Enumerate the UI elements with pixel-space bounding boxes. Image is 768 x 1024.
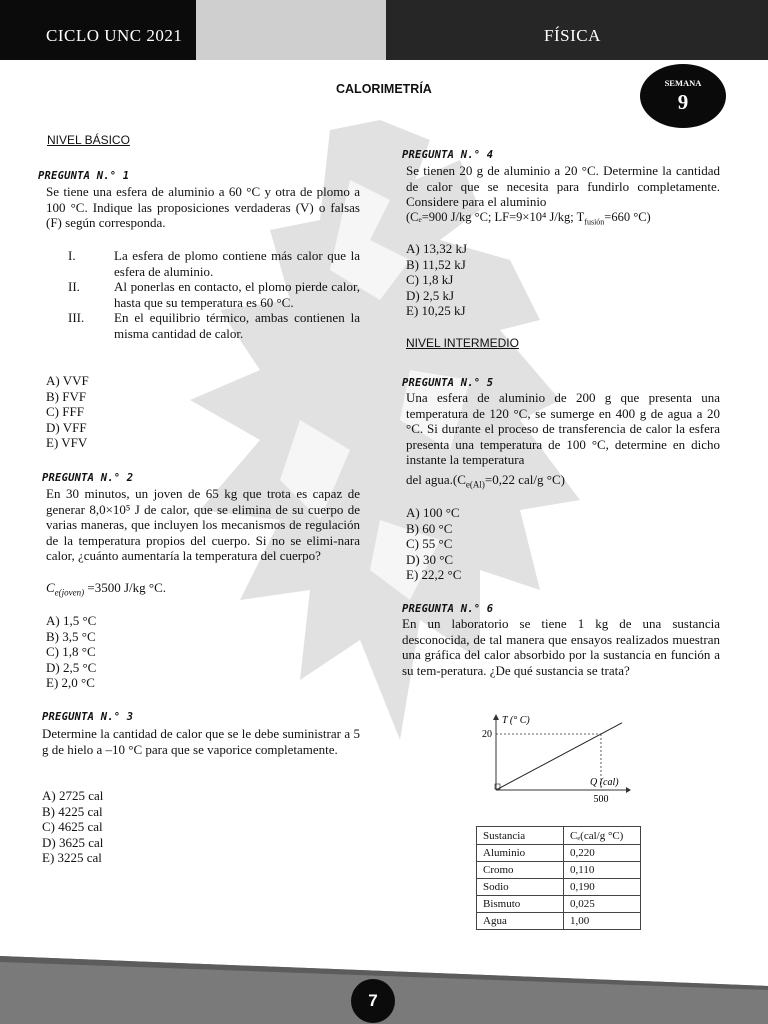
page-header (0, 0, 768, 60)
week-label: SEMANA (664, 78, 702, 88)
table-row (477, 879, 641, 896)
option: A) 100 °C (406, 505, 460, 520)
option: D) 30 °C (406, 551, 454, 567)
week-badge (640, 64, 726, 128)
week-number: 9 (677, 90, 689, 114)
option: E) 3225 cal (42, 850, 102, 866)
option: E) 10,25 kJ (406, 303, 466, 319)
table-cell: 1,00 (564, 913, 641, 930)
table-cell: 0,025 (564, 896, 641, 913)
option: A) VVF (46, 373, 89, 388)
x-axis-label: Q (cal) (590, 777, 619, 788)
option: E) 22,2 °C (406, 567, 462, 583)
table-row (477, 862, 641, 879)
table-header-row (477, 827, 641, 845)
q6-text: En un laboratorio se tiene 1 kg de una sustancia desconocida, de tal manera que ensayos realizados muestran una gráfica del calor absorbido por la sustancia en función a su tem-peratura. ¿De qué sustancia se trata? (402, 616, 720, 678)
page-title: CALORIMETRÍA (336, 82, 432, 96)
q5-text: Una esfera de aluminio de 200 g que presenta una temperatura de 120 °C, se sumerge en 400 g de agua a 20 °C. Si durante el proceso de transferencia de calor la esfera presenta una temperatura de 100 °C, determine en dicho instante la temperatura (406, 390, 720, 468)
level-intermediate: NIVEL INTERMEDIO (406, 336, 519, 350)
q5-options (406, 505, 461, 583)
header-cycle: CICLO UNC 2021 (46, 26, 183, 45)
q1-title: PREGUNTA N.° 1 (38, 170, 130, 182)
q4-options (406, 241, 467, 319)
page-number: 7 (351, 979, 395, 1023)
option: B) 60 °C (406, 520, 453, 536)
option: A) 13,32 kJ (406, 241, 468, 256)
q2-options (46, 613, 96, 691)
option: D) 2,5 kJ (406, 287, 455, 303)
q1-statement: II. Al ponerlas en contacto, el plomo pierde calor, hasta que su temperatura es 60 °C. (68, 279, 360, 310)
table-cell: Aluminio (477, 845, 564, 862)
option: B) 11,52 kJ (406, 256, 466, 272)
option: C) 55 °C (406, 536, 453, 552)
q2-title: PREGUNTA N.° 2 (42, 472, 134, 484)
table-cell: Cromo (477, 862, 564, 879)
table-row (477, 845, 641, 862)
option: D) 2,5 °C (46, 659, 97, 675)
header-middle-band (196, 0, 386, 60)
table-row (477, 896, 641, 913)
q2-text: En 30 minutos, un joven de 65 kg que trota es capaz de generar 8,0×10⁵ J de calor, que se elimina de su cuerpo de varias maneras, que incluyen los mecanismos de regulación de la temperatura propios del cuerpo. Si no se elimi-nara calor, ¿cuánto aumentaría la temperatura del cuerpo? (46, 486, 360, 564)
table-cell: 0,220 (564, 845, 641, 862)
q5-tail: del $agua.(C_{e(Al)}=0,22$ cal/g °C) (406, 472, 565, 490)
x-axis-arrow-icon (626, 787, 631, 793)
q3-title: PREGUNTA N.° 3 (42, 711, 134, 723)
specific-heat-table (476, 826, 641, 930)
y-tick-label: 20 (482, 729, 492, 740)
option: C) FFF (46, 404, 84, 420)
option: A) 2725 cal (42, 788, 104, 803)
option: C) 1,8 °C (46, 644, 96, 660)
table-cell: 0,110 (564, 862, 641, 879)
q6-title: PREGUNTA N.° 6 (402, 603, 494, 615)
table-cell: 0,190 (564, 879, 641, 896)
table-header-cell: Cₑ(cal/g °C) (564, 827, 641, 845)
q1-text: Se tiene una esfera de aluminio a 60 °C y otra de plomo a 100 °C. Indique las proposiciones verdaderas (V) o falsas (F) según corresponda. (46, 184, 360, 231)
option: B) 3,5 °C (46, 628, 96, 644)
table-cell: Bismuto (477, 896, 564, 913)
x-tick-label: 500 (593, 794, 609, 805)
q4-text: Se tienen 20 g de aluminio a 20 °C. Determine la cantidad de calor que se necesita para fundirlo completamente. Considere para el aluminio (406, 163, 720, 210)
q3-text: Determine la cantidad de calor que se le debe suministrar a 5 g de hielo a –10 °C para que se vaporice completamente. (42, 726, 360, 757)
temperature-heat-chart (476, 712, 646, 812)
table-cell: Agua (477, 913, 564, 930)
option: B) 4225 cal (42, 803, 103, 819)
table-header-cell: Sustancia (477, 827, 564, 845)
option: C) 4625 cal (42, 819, 103, 835)
header-subject: FÍSICA (544, 26, 601, 45)
option: B) FVF (46, 388, 87, 404)
q3-options (42, 788, 103, 866)
option: C) 1,8 kJ (406, 272, 454, 288)
option: E) VFV (46, 435, 88, 451)
q4-data: (Cₑ=900 J/kg °C; LF=9×10⁴ J/kg; $T_{fusión}=660$ °C) (406, 210, 651, 227)
q1-statement: III. En el equilibrio térmico, ambas contienen la misma cantidad de calor. (68, 310, 360, 341)
option: E) 2,0 °C (46, 675, 95, 691)
q1-statement: I. La esfera de plomo contiene más calor que la esfera de aluminio. (68, 248, 360, 279)
table-cell: Sodio (477, 879, 564, 896)
q1-options (46, 373, 89, 451)
y-axis-arrow-icon (493, 714, 499, 720)
table-row (477, 913, 641, 930)
q1-statements (68, 248, 360, 342)
option: D) VFF (46, 419, 87, 435)
level-basic: NIVEL BÁSICO (47, 133, 130, 147)
option: A) 1,5 °C (46, 613, 97, 628)
q4-title: PREGUNTA N.° 4 (402, 149, 494, 161)
q5-title: PREGUNTA N.° 5 (402, 377, 494, 389)
q2-formula: $C_{e(joven)} =3500$ J/kg °C. (46, 580, 167, 598)
option: D) 3625 cal (42, 834, 104, 850)
y-axis-label: T (° C) (502, 715, 530, 726)
